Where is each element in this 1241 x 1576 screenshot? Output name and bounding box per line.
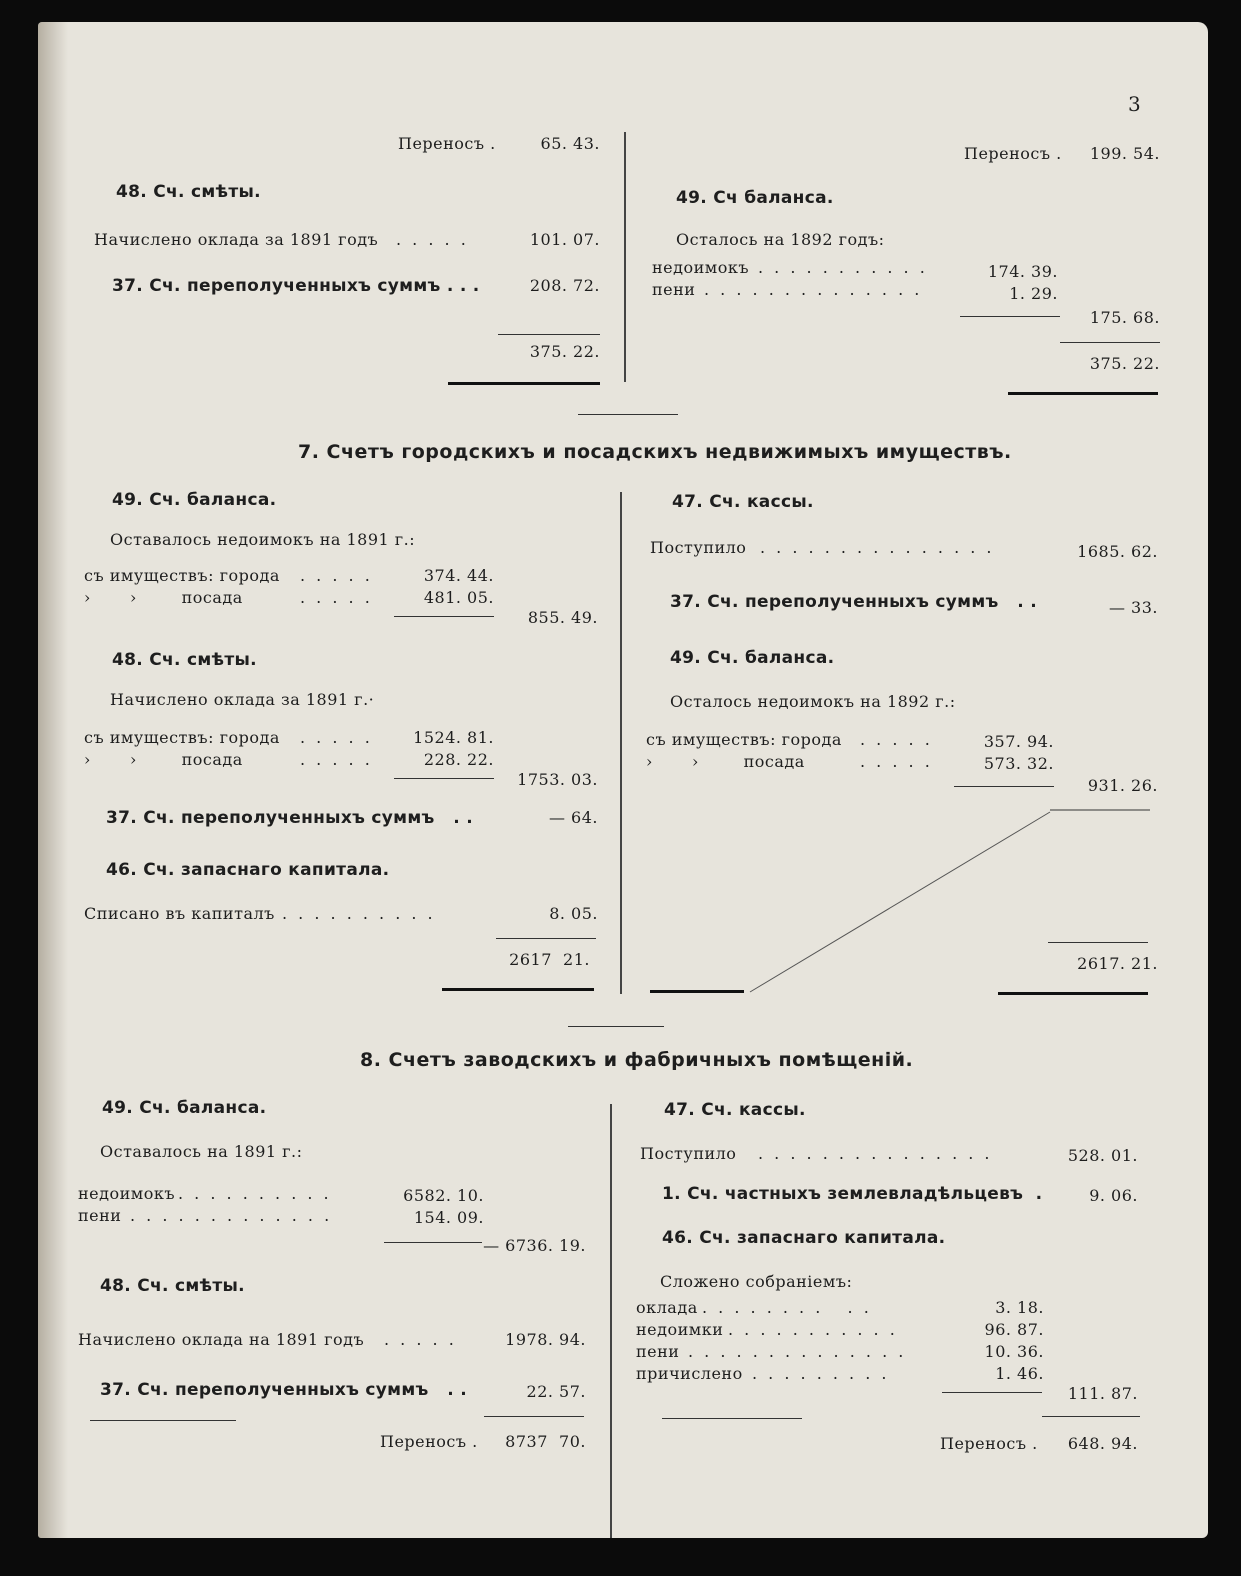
leader-dots: . . . . . . . . . . [178, 1184, 332, 1203]
entry-label: Сложено собраніемъ: [660, 1272, 853, 1291]
account-heading: 48. Сч. смѣты. [116, 182, 261, 202]
leader-dots: . . . . . [396, 230, 469, 249]
entry-value: 481. 05. [423, 588, 494, 607]
sum-rule [394, 778, 494, 779]
entry-label: Начислено оклада за 1891 годъ [94, 230, 379, 249]
account-heading: 49. Сч баланса. [676, 188, 834, 208]
section-title: 8. Счетъ заводскихъ и фабричныхъ помѣщеній. [360, 1049, 914, 1071]
entry-value: 10. 36. [984, 1342, 1044, 1361]
entry-value: 9. 06. [1089, 1186, 1138, 1205]
total-double-rule [998, 992, 1148, 995]
account-heading: 49. Сч. баланса. [670, 648, 835, 668]
total-value: 2617 21. [509, 950, 590, 969]
entry-label: пени [636, 1342, 680, 1361]
entry-value: 8. 05. [549, 904, 598, 923]
account-heading: 1. Сч. частныхъ землевладѣльцевъ . [662, 1184, 1043, 1204]
account-heading: 49. Сч. баланса. [102, 1098, 267, 1118]
section-separator [568, 1026, 664, 1027]
leader-dots: . . . . . [860, 730, 933, 749]
account-heading: 37. Сч. переполученныхъ суммъ . . . [112, 276, 480, 296]
entry-value: — 64. [548, 808, 598, 827]
entry-value: 1. 29. [1009, 284, 1058, 303]
entry-label: недоимки [636, 1320, 724, 1339]
entry-label: оклада [636, 1298, 698, 1317]
entry-value: 1685. 62. [1077, 542, 1158, 561]
account-heading: 46. Сч. запаснаго капитала. [106, 860, 390, 880]
entry-value: 1978. 94. [505, 1330, 586, 1349]
entry-value: 101. 07. [529, 230, 600, 249]
carry-label: Переносъ . [940, 1434, 1038, 1453]
leader-dots: . . . . . . . . . . . . . . . [760, 538, 995, 557]
entry-label: недоимокъ [652, 258, 750, 277]
entry-label: Осталось недоимокъ на 1892 г.: [670, 692, 956, 711]
sum-rule [496, 938, 596, 939]
entry-label: пени [652, 280, 696, 299]
section-title: 7. Счетъ городскихъ и посадскихъ недвижимыхъ имуществъ. [298, 441, 1012, 463]
leader-dots: . . . . . . . . . . . . . . [704, 280, 923, 299]
carry-rule [90, 1420, 236, 1421]
total-value: 375. 22. [529, 342, 600, 361]
sum-rule [954, 786, 1054, 787]
sum-rule [484, 1416, 584, 1417]
leader-dots: . . . . . [300, 588, 373, 607]
page-number: 3 [1128, 92, 1142, 116]
entry-label: съ имуществъ: города [646, 730, 842, 749]
entry-label: пени [78, 1206, 122, 1225]
entry-label: недоимокъ [78, 1184, 176, 1203]
leader-dots: . . . . . [300, 566, 373, 585]
total-double-rule [448, 382, 600, 385]
entry-value: 357. 94. [983, 732, 1054, 751]
carry-rule [662, 1418, 802, 1419]
entry-value: 228. 22. [423, 750, 494, 769]
entry-label: Оставалось на 1891 г.: [100, 1142, 303, 1161]
entry-value: 154. 09. [413, 1208, 484, 1227]
entry-value: 3. 18. [995, 1298, 1044, 1317]
entry-label: Поступило [650, 538, 747, 557]
leader-dots: . . . . . . . . . . . . . . . [758, 1144, 993, 1163]
subtotal-value: 1753. 03. [517, 770, 598, 789]
entry-label: Начислено оклада за 1891 г.· [110, 690, 375, 709]
leader-dots: . . . . . [384, 1330, 457, 1349]
entry-value: 374. 44. [423, 566, 494, 585]
entry-label: Начислено оклада на 1891 годъ [78, 1330, 365, 1349]
entry-label: Списано въ капиталъ [84, 904, 275, 923]
sum-rule [942, 1392, 1042, 1393]
carry-value: 65. 43. [540, 134, 600, 153]
leader-dots: . . . . . . . . . . [702, 1298, 872, 1317]
entry-label: Поступило [640, 1144, 737, 1163]
account-heading: 37. Сч. переполученныхъ суммъ . . [106, 808, 474, 828]
leader-dots: . . . . . . . . . . . [728, 1320, 898, 1339]
subtotal-value: 855. 49. [527, 608, 598, 627]
total-value: 2617. 21. [1077, 954, 1158, 973]
entry-value: 96. 87. [984, 1320, 1044, 1339]
carry-value: 648. 94. [1067, 1434, 1138, 1453]
entry-label: › › посада [646, 752, 805, 771]
total-value: 375. 22. [1089, 354, 1160, 373]
entry-value: 573. 32. [983, 754, 1054, 773]
carry-label: Переносъ . [380, 1432, 478, 1451]
subtotal-value: 931. 26. [1087, 776, 1158, 795]
entry-label: съ имуществъ: города [84, 566, 280, 585]
subtotal-value: 175. 68. [1089, 308, 1160, 327]
ledger-page [38, 22, 1208, 1538]
account-heading: 48. Сч. смѣты. [112, 650, 257, 670]
leader-dots: . . . . . . . . . . . . . [130, 1206, 333, 1225]
sum-rule [1060, 342, 1160, 343]
sum-rule [498, 334, 600, 335]
leader-dots: . . . . . . . . . [752, 1364, 890, 1383]
entry-label: Оставалось недоимокъ на 1891 г.: [110, 530, 416, 549]
account-heading: 47. Сч. кассы. [664, 1100, 806, 1120]
leader-dots: . . . . . [300, 728, 373, 747]
sum-rule [1042, 1416, 1140, 1417]
entry-label: › › посада [84, 750, 243, 769]
total-double-rule [650, 990, 744, 993]
entry-value: 1524. 81. [413, 728, 494, 747]
sum-rule [394, 616, 494, 617]
entry-value: 174. 39. [987, 262, 1058, 281]
carry-label: Переносъ . [398, 134, 496, 153]
subtotal-value: 111. 87. [1067, 1384, 1138, 1403]
column-divider [620, 492, 622, 994]
entry-value: 1. 46. [995, 1364, 1044, 1383]
total-double-rule [442, 988, 594, 991]
entry-label: Осталось на 1892 годъ: [676, 230, 885, 249]
sum-rule [960, 316, 1060, 317]
carry-value: 8737 70. [505, 1432, 586, 1451]
sum-rule [1048, 942, 1148, 943]
leader-dots: . . . . . . . . . . . [758, 258, 928, 277]
entry-label: причислено [636, 1364, 743, 1383]
entry-label: › › посада [84, 588, 243, 607]
total-double-rule [1008, 392, 1158, 395]
carry-value: 199. 54. [1089, 144, 1160, 163]
section-separator [578, 414, 678, 415]
account-heading: 49. Сч. баланса. [112, 490, 277, 510]
entry-value: — 33. [1108, 598, 1158, 617]
carry-label: Переносъ . [964, 144, 1062, 163]
account-heading: 37. Сч. переполученныхъ суммъ . . [100, 1380, 468, 1400]
account-heading: 48. Сч. смѣты. [100, 1276, 245, 1296]
entry-value: 208. 72. [529, 276, 600, 295]
leader-dots: . . . . . . . . . . [282, 904, 436, 923]
column-divider [610, 1104, 612, 1538]
entry-label: съ имуществъ: города [84, 728, 280, 747]
account-heading: 37. Сч. переполученныхъ суммъ . . [670, 592, 1038, 612]
leader-dots: . . . . . . . . . . . . . . [688, 1342, 907, 1361]
account-heading: 46. Сч. запаснаго капитала. [662, 1228, 946, 1248]
subtotal-value: — 6736. 19. [483, 1236, 586, 1255]
entry-value: 22. 57. [526, 1382, 586, 1401]
leader-dots: . . . . . [860, 752, 933, 771]
entry-value: 528. 01. [1067, 1146, 1138, 1165]
leader-dots: . . . . . [300, 750, 373, 769]
account-heading: 47. Сч. кассы. [672, 492, 814, 512]
entry-value: 6582. 10. [403, 1186, 484, 1205]
column-divider [624, 132, 626, 382]
